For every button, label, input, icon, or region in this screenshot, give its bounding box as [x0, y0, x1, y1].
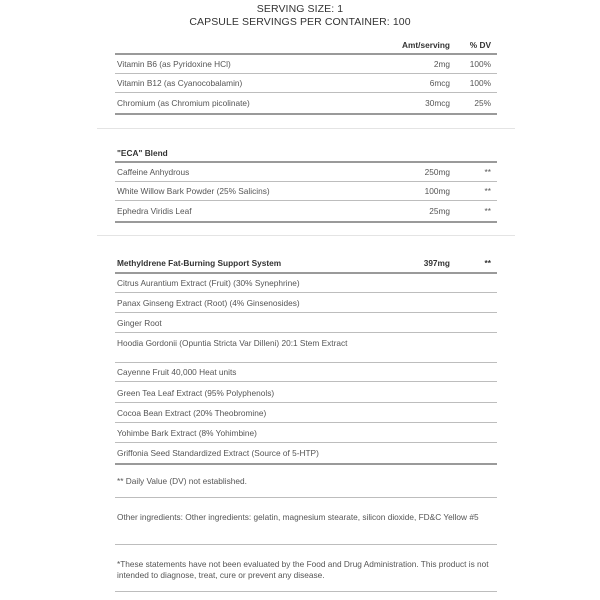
ingredient-name: Caffeine Anhydrous [117, 167, 190, 177]
ingredient-amount: 250mg [424, 167, 450, 177]
other-ingredients-rule [115, 544, 497, 545]
blend-title: "ECA" Blend [117, 148, 168, 158]
nutrient-name: Chromium (as Chromium picolinate) [117, 98, 250, 108]
row-rule [115, 312, 497, 313]
row-rule [115, 442, 497, 443]
header-rule [115, 53, 497, 55]
ingredient-name: Ephedra Viridis Leaf [117, 206, 192, 216]
nutrient-dv: 100% [469, 78, 491, 88]
nutrient-amount: 30mcg [425, 98, 450, 108]
amount-column-header: Amt/serving [402, 40, 450, 50]
ingredient-dv: ** [484, 186, 491, 196]
nutrient-dv: 100% [469, 59, 491, 69]
row-rule [115, 292, 497, 293]
dv-column-header: % DV [469, 40, 491, 50]
ingredient-amount: 25mg [429, 206, 450, 216]
ingredient-name: Ginger Root [117, 318, 162, 328]
header-rule [115, 161, 497, 163]
ingredient-name: Yohimbe Bark Extract (8% Yohimbine) [117, 428, 257, 438]
header-rule [115, 272, 497, 274]
row-rule [115, 422, 497, 423]
ingredient-name: Green Tea Leaf Extract (95% Polyphenols) [117, 388, 275, 398]
nutrient-name: Vitamin B12 (as Cyanocobalamin) [117, 78, 243, 88]
section-rule [115, 221, 497, 223]
supplement-facts-panel [115, 0, 497, 600]
ingredient-dv: ** [484, 167, 491, 177]
row-rule [115, 402, 497, 403]
ingredient-amount: 100mg [424, 186, 450, 196]
section-rule [115, 113, 497, 115]
row-rule [115, 200, 497, 201]
disclaimer-rule [115, 591, 497, 592]
dv-footnote: ** Daily Value (DV) not established. [117, 476, 247, 486]
nutrient-amount: 2mg [433, 59, 450, 69]
row-rule [115, 92, 497, 93]
section-rule [115, 463, 497, 465]
other-ingredients: Other ingredients: Other ingredients: gelatin, magnesium stearate, silicon dioxide, FD&C Yellow #5 [117, 512, 479, 522]
serving-size: SERVING SIZE: 1 [256, 3, 344, 15]
ingredient-name: Cocoa Bean Extract (20% Theobromine) [117, 408, 267, 418]
blend-dv: ** [484, 258, 491, 268]
section-divider [97, 235, 515, 236]
section-divider [97, 128, 515, 129]
row-rule [115, 73, 497, 74]
ingredient-name: White Willow Bark Powder (25% Salicins) [117, 186, 270, 196]
ingredient-name: Hoodia Gordonii (Opuntia Stricta Var Dilleni) 20:1 Stem Extract [117, 338, 348, 348]
row-rule [115, 332, 497, 333]
ingredient-name: Cayenne Fruit 40,000 Heat units [117, 367, 237, 377]
servings-per-container: CAPSULE SERVINGS PER CONTAINER: 100 [189, 16, 411, 28]
nutrient-name: Vitamin B6 (as Pyridoxine HCl) [117, 59, 231, 69]
row-rule [115, 181, 497, 182]
ingredient-name: Citrus Aurantium Extract (Fruit) (30% Synephrine) [117, 278, 300, 288]
nutrient-amount: 6mcg [429, 78, 450, 88]
row-rule [115, 381, 497, 382]
ingredient-name: Griffonia Seed Standardized Extract (Source of 5-HTP) [117, 448, 319, 458]
ingredient-dv: ** [484, 206, 491, 216]
blend-title: Methyldrene Fat-Burning Support System [117, 258, 282, 268]
blend-amount: 397mg [423, 258, 450, 268]
fda-disclaimer: *These statements have not been evaluated by the Food and Drug Administration. This product is not intended to diagnose, treat, cure or prevent any disease. [117, 559, 489, 580]
footnote-rule [115, 497, 497, 498]
row-rule [115, 362, 497, 363]
nutrient-dv: 25% [474, 98, 491, 108]
ingredient-name: Panax Ginseng Extract (Root) (4% Ginsenosides) [117, 298, 300, 308]
